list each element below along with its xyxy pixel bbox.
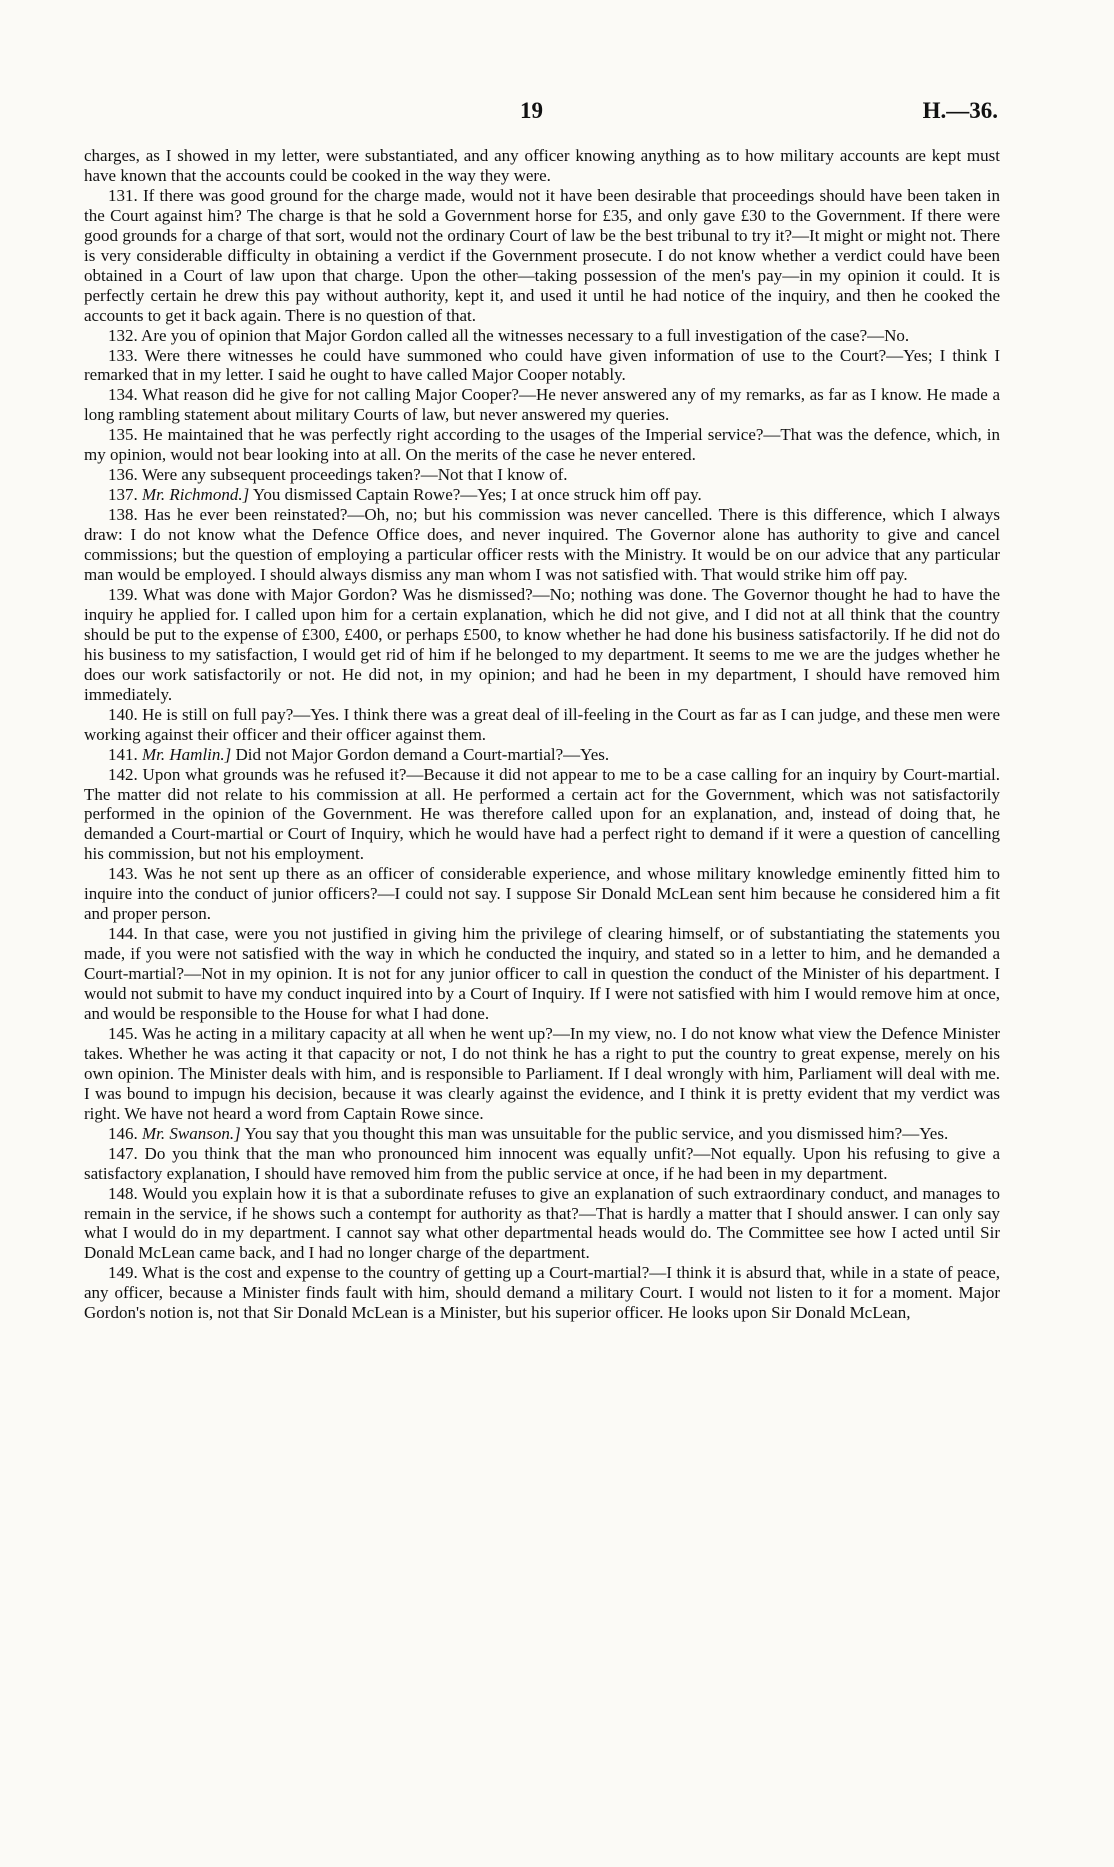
speaker-label: Mr. Hamlin.] xyxy=(142,744,232,764)
paragraph: 147. Do you think that the man who pronounced him innocent was equally unfit?—Not equally. Upon his refusing to give a satisfactory explanation, I should have removed him from the public service at once, if he had been in my department. xyxy=(84,1143,1000,1183)
paragraph: 140. He is still on full pay?—Yes. I think there was a great deal of ill-feeling in the Court as far as I can judge, and these men were working against their officer and their officer against them. xyxy=(84,704,1000,744)
paragraph xyxy=(84,1124,1000,1144)
paragraph: 133. Were there witnesses he could have summoned who could have given information of use to the Court?—Yes; I think I remarked that in my letter. I said he ought to have called Major Cooper notably. xyxy=(84,345,1000,385)
page-header xyxy=(0,98,1114,132)
paragraph: 143. Was he not sent up there as an officer of considerable experience, and whose military knowledge eminently fitted him to inquire into the conduct of junior officers?—I could not say. I suppose Sir Donald McLean sent him because he considered him a fit and proper person. xyxy=(84,864,1000,924)
page-number: 19 xyxy=(520,98,543,123)
paragraph: 139. What was done with Major Gordon? Was he dismissed?—No; nothing was done. The Governor thought he had to have the inquiry he applied for. I called upon him for a certain explanation, which he did not give, and I did not at all think that the country should be put to the expense of £300, £400, or perhaps £500, to know whether he had done his business satisfactorily. If he did not do his business to my satisfaction, I would get rid of him if he belonged to my department. It seems to me we are the judges whether he does our work satisfactorily or not. He did not, in my opinion; and had he been in my department, I should have removed him immediately. xyxy=(84,584,1000,704)
paragraph: 135. He maintained that he was perfectly right according to the usages of the Imperial service?—That was the defence, which, in my opinion, would not bear looking into at all. On the merits of the case he never entered. xyxy=(84,425,1000,465)
paragraph: 134. What reason did he give for not calling Major Cooper?—He never answered any of my remarks, as far as I know. He made a long rambling statement about military Courts of law, but never answered my queries. xyxy=(84,385,1000,425)
paragraph: 131. If there was good ground for the charge made, would not it have been desirable that proceedings should have been taken in the Court against him? The charge is that he sold a Government horse for £35, and only gave £30 to the Government. If there were good grounds for a charge of that sort, would not the ordinary Court of law be the best tribunal to try it?—It might or might not. There is very considerable difficulty in obtaining a verdict if the Government prosecute. I do not know whether a verdict could have been obtained in a Court of law upon that charge. Upon the other—taking possession of the men's pay—in my opinion it could. It is perfectly certain he drew this pay without authority, kept it, and used it until he had notice of the inquiry, and then he cooked the accounts to get it back again. There is no question of that. xyxy=(84,185,1000,325)
paragraph: 136. Were any subsequent proceedings taken?—Not that I know of. xyxy=(108,465,568,485)
question-number: 141. xyxy=(108,744,138,764)
document-body xyxy=(84,146,1000,1323)
paragraph: 149. What is the cost and expense to the country of getting up a Court-martial?—I think it is absurd that, while in a state of peace, any officer, because a Minister finds fault with him, should demand a military Court. I would not listen to it for a moment. Major Gordon's notion is, not that Sir Donald McLean is a Minister, but his superior officer. He looks upon Sir Donald McLean, xyxy=(84,1263,1000,1323)
paragraph-text: You say that you thought this man was unsuitable for the public service, and you dismissed him?—Yes. xyxy=(244,1123,949,1143)
paragraph: 145. Was he acting in a military capacity at all when he went up?—In my view, no. I do not know what view the Defence Minister takes. Whether he was acting it that capacity or not, I do not think he has a right to put the country to great expense, merely on his own opinion. The Minister deals with him, and is responsible to Parliament. If I deal wrongly with him, Parliament will deal with me. I was bound to impugn his decision, because it was clearly against the evidence, and I think it is pretty evident that my verdict was right. We have not heard a word from Captain Rowe since. xyxy=(84,1023,1000,1123)
paragraph: 144. In that case, were you not justified in giving him the privilege of clearing himself, or of substantiating the statements you made, if you were not satisfied with the way in which he conducted the inquiry, and stated so in a letter to him, and he demanded a Court-martial?—Not in my opinion. It is not for any junior officer to call in question the conduct of the Minister of his department. I would not submit to have my conduct inquired into by a Court of Inquiry. If I were not satisfied with him I would remove him at once, and would be responsible to the House for what I had done. xyxy=(84,924,1000,1023)
paragraph-text: Did not Major Gordon demand a Court-martial?—Yes. xyxy=(235,744,610,764)
paragraph: 148. Would you explain how it is that a subordinate refuses to give an explanation of such extraordinary conduct, and manages to remain in the service, if he shows such a contempt for authority as that?—That is hardly a matter that I should answer. I can only say what I would do in my department. I cannot say what other departmental heads would do. The Committee see how I acted until Sir Donald McLean came back, and I had no longer charge of the department. xyxy=(84,1183,1000,1263)
paragraph: 138. Has he ever been reinstated?—Oh, no; but his commission was never cancelled. There is this difference, which I always draw: I do not know what the Defence Office does, and never inquired. The Governor alone has authority to give and cancel commissions; but the question of employing a particular officer rests with the Ministry. It would be on our advice that any particular man would be employed. I should always dismiss any man whom I was not satisfied with. That would strike him off pay. xyxy=(84,505,1000,585)
speaker-label: Mr. Swanson.] xyxy=(142,1123,241,1143)
paragraph xyxy=(84,485,1000,505)
paragraph-text: You dismissed Captain Rowe?—Yes; I at once struck him off pay. xyxy=(252,485,702,505)
speaker-label: Mr. Richmond.] xyxy=(142,485,250,505)
paragraph xyxy=(84,745,1000,765)
question-number: 146. xyxy=(108,1123,138,1143)
paragraph: 142. Upon what grounds was he refused it?—Because it did not appear to me to be a case calling for an inquiry by Court-martial. The matter did not relate to his commission at all. He performed a certain act for the Government, which was not satisfactorily performed in the opinion of the Government. He was therefore called upon for an explanation, and, instead of doing that, he demanded a Court-martial or Court of Inquiry, which he would have had a perfect right to demand if it were a question of cancelling his commission, but not his employment. xyxy=(84,764,1000,864)
document-code: H.—36. xyxy=(922,98,998,123)
question-number: 137. xyxy=(108,485,138,505)
paragraph: 132. Are you of opinion that Major Gordon called all the witnesses necessary to a full investigation of the case?—No. xyxy=(108,325,910,345)
paragraph: charges, as I showed in my letter, were substantiated, and any officer knowing anything as to how military accounts are kept must have known that the accounts could be cooked in the way they were. xyxy=(84,146,1000,185)
